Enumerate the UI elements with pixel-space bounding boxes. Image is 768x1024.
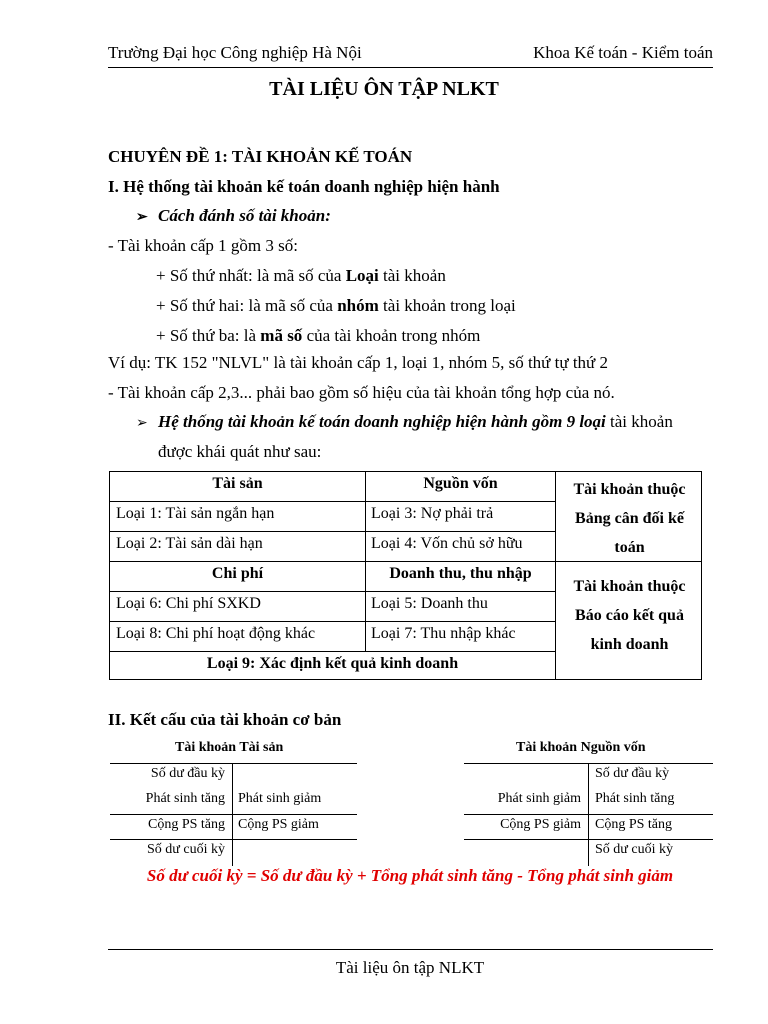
sub-item-2: + Số thứ hai: là mã số của nhóm tài khoản trong loại — [156, 296, 516, 315]
balance-formula: Số dư cuối kỳ = Số dư đầu kỳ + Tổng phát sinh tăng - Tổng phát sinh giảm — [146, 866, 674, 885]
header-faculty: Khoa Kế toán - Kiểm toán — [533, 43, 713, 62]
table-cell: Loại 7: Thu nhập khác — [371, 625, 516, 642]
header-assets: Tài sản — [212, 475, 263, 492]
table-cell: Loại 2: Tài sản dài hạn — [116, 535, 263, 552]
arrow-bullet-icon: ➢ — [136, 416, 148, 431]
bullet-numbering-label: Cách đánh số tài khoản: — [158, 206, 331, 225]
source-closing: Số dư cuối kỳ — [595, 842, 673, 857]
header-sources: Nguồn vốn — [423, 475, 498, 492]
bullet-system: ➢ Hệ thống tài khoản kế toán doanh nghiệp hiện hành gồm 9 loại tài khoản — [136, 412, 673, 431]
section2-heading: II. Kết cấu của tài khoản cơ bản — [108, 710, 342, 729]
bullet-numbering — [136, 206, 331, 226]
sub-item-1: + Số thứ nhất: là mã số của Loại tài khoản — [156, 266, 446, 285]
source-decrease: Phát sinh giảm — [497, 791, 581, 806]
table-cell: Loại 8: Chi phí hoạt động khác — [116, 625, 316, 642]
asset-increase: Phát sinh tăng — [145, 791, 225, 806]
asset-total-increase: Cộng PS tăng — [147, 817, 225, 832]
header-revenue: Doanh thu, thu nhập — [389, 565, 532, 582]
table-cell: Loại 4: Vốn chủ sở hữu — [371, 535, 523, 552]
asset-decrease: Phát sinh giảm — [238, 791, 322, 806]
bullet-system-cont: được khái quát như sau: — [158, 442, 322, 461]
row-result: Loại 9: Xác định kết quả kinh doanh — [206, 655, 459, 672]
arrow-bullet-icon: ➢ — [136, 210, 148, 225]
example-line: Ví dụ: TK 152 "NLVL" là tài khoản cấp 1, loại 1, nhóm 5, số thứ tự thứ 2 — [108, 353, 609, 372]
footer-rule — [108, 949, 713, 950]
sub-item-3: + Số thứ ba: là mã số của tài khoản trong nhóm — [156, 326, 481, 345]
asset-opening: Số dư đầu kỳ — [150, 766, 225, 781]
page-title: TÀI LIỆU ÔN TẬP NLKT — [269, 78, 499, 100]
topic-heading: CHUYÊN ĐỀ 1: TÀI KHOẢN KẾ TOÁN — [108, 147, 413, 166]
header-rule — [108, 67, 713, 68]
table-cell: Loại 1: Tài sản ngắn hạn — [116, 505, 275, 522]
header-expense: Chi phí — [211, 565, 264, 582]
source-total-increase: Cộng PS tăng — [595, 817, 673, 832]
source-increase: Phát sinh tăng — [595, 791, 675, 806]
level2-line: - Tài khoản cấp 2,3... phải bao gồm số hiệu của tài khoản tổng hợp của nó. — [108, 383, 615, 402]
account-classification-table — [109, 471, 702, 680]
source-account-title: Tài khoản Nguồn vốn — [516, 740, 646, 755]
source-opening: Số dư đầu kỳ — [595, 766, 670, 781]
header-school: Trường Đại học Công nghiệp Hà Nội — [108, 43, 362, 62]
side-income-statement: Tài khoản thuộc Báo cáo kết quả kinh doanh — [573, 578, 686, 653]
table-cell: Loại 5: Doanh thu — [371, 595, 488, 612]
level1-line: - Tài khoản cấp 1 gồm 3 số: — [108, 236, 298, 255]
asset-closing: Số dư cuối kỳ — [147, 842, 225, 857]
footer-text: Tài liệu ôn tập NLKT — [335, 958, 485, 977]
section1-heading: I. Hệ thống tài khoản kế toán doanh nghiệp hiện hành — [108, 177, 500, 196]
table-cell: Loại 3: Nợ phải trả — [371, 505, 494, 522]
side-balance-sheet: Tài khoản thuộc Bảng cân đối kế toán — [573, 481, 686, 556]
asset-top-rule — [110, 763, 357, 764]
asset-total-decrease: Cộng PS giảm — [238, 817, 319, 832]
source-total-decrease: Cộng PS giảm — [500, 817, 581, 832]
table-cell: Loại 6: Chi phí SXKD — [116, 595, 261, 612]
asset-account-title: Tài khoản Tài sản — [175, 740, 284, 755]
